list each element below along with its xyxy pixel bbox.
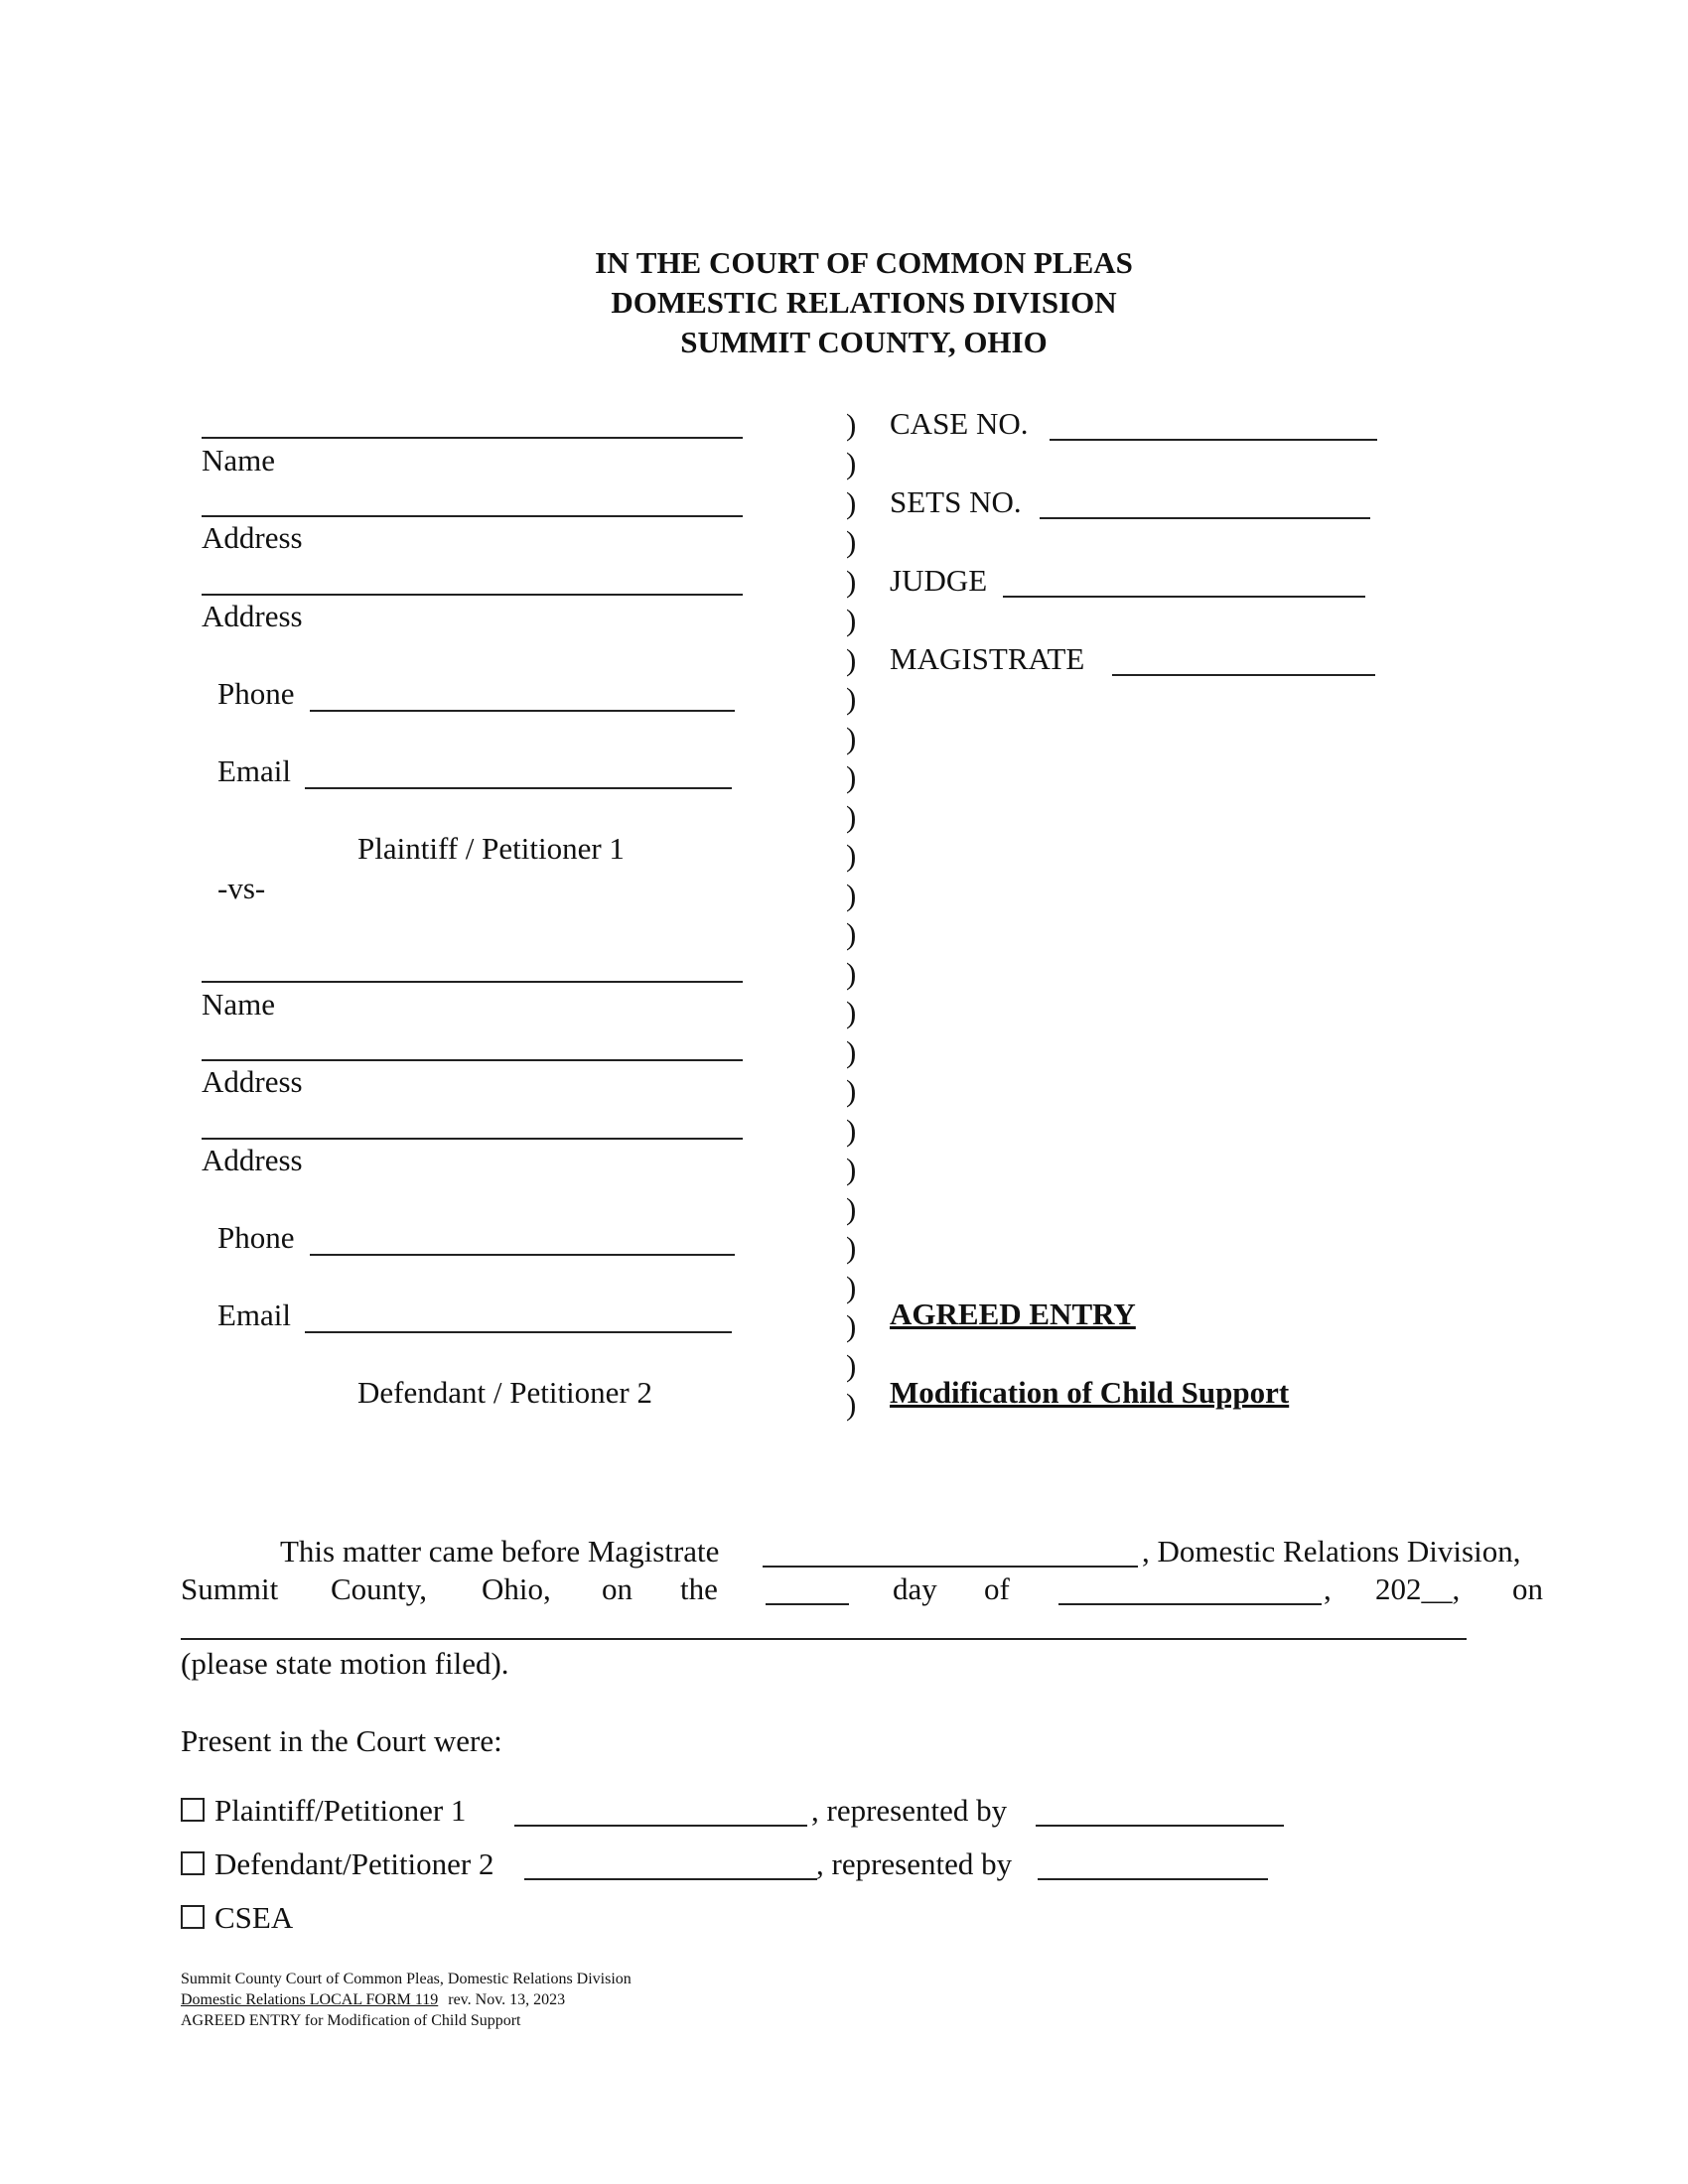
party2-address1-line[interactable] (202, 1059, 743, 1061)
paren: ) (846, 995, 857, 1029)
attendance-row-csea (181, 1900, 293, 1936)
matter-text-start: This matter came before Magistrate (280, 1534, 720, 1569)
paren: ) (846, 407, 857, 442)
paren: ) (846, 1387, 857, 1422)
month-field[interactable] (1058, 1603, 1322, 1605)
party1-role: Plaintiff / Petitioner 1 (357, 831, 625, 866)
paren: ) (846, 681, 857, 716)
paren: ) (846, 1113, 857, 1148)
csea-label: CSEA (214, 1900, 294, 1935)
word-on: on (602, 1571, 633, 1606)
party1-address2-label: Address (202, 599, 303, 633)
document-subtitle: Modification of Child Support (890, 1375, 1290, 1410)
versus-label: -vs- (217, 871, 266, 905)
represented-by-label-2: , represented by (816, 1846, 1013, 1881)
paren: ) (846, 1348, 857, 1383)
party1-phone-field[interactable] (310, 710, 735, 712)
footer-form-number: Domestic Relations LOCAL FORM 119 (181, 1991, 439, 2008)
party1-name-line[interactable] (202, 437, 743, 439)
word-summit: Summit (181, 1571, 279, 1606)
paren: ) (846, 446, 857, 480)
party2-email-label: Email (217, 1297, 292, 1332)
party2-address2-label: Address (202, 1143, 303, 1177)
paren: ) (846, 1152, 857, 1186)
party1-address2-line[interactable] (202, 594, 743, 596)
attendance-row-defendant (181, 1846, 494, 1882)
comma: , (1324, 1571, 1332, 1606)
party2-address1-label: Address (202, 1064, 303, 1099)
footer-form-line (181, 1991, 565, 2009)
paren: ) (846, 642, 857, 677)
defendant-name-field[interactable] (524, 1878, 817, 1880)
attendance-row-plaintiff (181, 1793, 466, 1829)
plaintiff-name-field[interactable] (514, 1825, 807, 1827)
judge-label: JUDGE (890, 563, 988, 598)
magistrate-label: MAGISTRATE (890, 641, 1085, 676)
paren: ) (846, 564, 857, 599)
paren: ) (846, 485, 857, 520)
party1-phone-label: Phone (217, 676, 295, 711)
party2-email-field[interactable] (305, 1331, 732, 1333)
paren: ) (846, 603, 857, 637)
paren: ) (846, 956, 857, 991)
party1-address1-line[interactable] (202, 515, 743, 517)
defendant-attorney-field[interactable] (1038, 1878, 1268, 1880)
footer-revision: rev. Nov. 13, 2023 (448, 1991, 566, 2008)
paren: ) (846, 799, 857, 834)
magistrate-field[interactable] (1112, 674, 1375, 676)
document-title: AGREED ENTRY (890, 1297, 1136, 1331)
paren: ) (846, 721, 857, 755)
party2-phone-field[interactable] (310, 1254, 735, 1256)
word-day: day (893, 1571, 937, 1606)
paren: ) (846, 878, 857, 912)
party2-address2-line[interactable] (202, 1138, 743, 1140)
paren: ) (846, 1230, 857, 1265)
year-field[interactable]: 202__, (1375, 1571, 1461, 1606)
paren: ) (846, 838, 857, 873)
plaintiff-checkbox[interactable] (181, 1798, 205, 1822)
defendant-checkbox[interactable] (181, 1851, 205, 1875)
paren: ) (846, 1308, 857, 1343)
word-of: of (984, 1571, 1010, 1606)
party1-email-label: Email (217, 753, 292, 788)
paren: ) (846, 1034, 857, 1069)
paren: ) (846, 1073, 857, 1108)
matter-text-division: , Domestic Relations Division, (1142, 1534, 1521, 1569)
sets-no-field[interactable] (1040, 517, 1370, 519)
csea-checkbox[interactable] (181, 1905, 205, 1929)
paren: ) (846, 1191, 857, 1226)
magistrate-name-field[interactable] (763, 1566, 1138, 1568)
represented-by-label-1: , represented by (811, 1793, 1008, 1828)
judge-field[interactable] (1003, 596, 1365, 598)
paren: ) (846, 759, 857, 794)
case-no-field[interactable] (1050, 439, 1377, 441)
present-heading: Present in the Court were: (181, 1723, 502, 1758)
word-ohio: Ohio, (482, 1571, 551, 1606)
plaintiff-label: Plaintiff/Petitioner 1 (214, 1793, 467, 1828)
defendant-label: Defendant/Petitioner 2 (214, 1846, 494, 1881)
word-county: County, (331, 1571, 428, 1606)
division-name: DOMESTIC RELATIONS DIVISION (611, 285, 1117, 320)
footer-court: Summit County Court of Common Pleas, Domestic Relations Division (181, 1971, 632, 1987)
paren: ) (846, 916, 857, 951)
plaintiff-attorney-field[interactable] (1036, 1825, 1284, 1827)
case-no-label: CASE NO. (890, 406, 1029, 441)
county-name: SUMMIT COUNTY, OHIO (680, 325, 1048, 359)
paren: ) (846, 1270, 857, 1304)
party1-email-field[interactable] (305, 787, 732, 789)
party2-role: Defendant / Petitioner 2 (357, 1375, 652, 1410)
motion-note: (please state motion filed). (181, 1646, 509, 1681)
party2-name-line[interactable] (202, 981, 743, 983)
party1-name-label: Name (202, 443, 276, 478)
sets-no-label: SETS NO. (890, 484, 1022, 519)
party2-name-label: Name (202, 987, 276, 1022)
footer-title: AGREED ENTRY for Modification of Child Support (181, 2012, 521, 2029)
party1-address1-label: Address (202, 520, 303, 555)
party2-phone-label: Phone (217, 1220, 295, 1255)
word-the: the (680, 1571, 718, 1606)
day-field[interactable] (766, 1603, 849, 1605)
paren: ) (846, 524, 857, 559)
court-name: IN THE COURT OF COMMON PLEAS (595, 245, 1133, 280)
motion-field[interactable] (181, 1638, 1467, 1640)
word-on-end: on (1512, 1571, 1543, 1606)
